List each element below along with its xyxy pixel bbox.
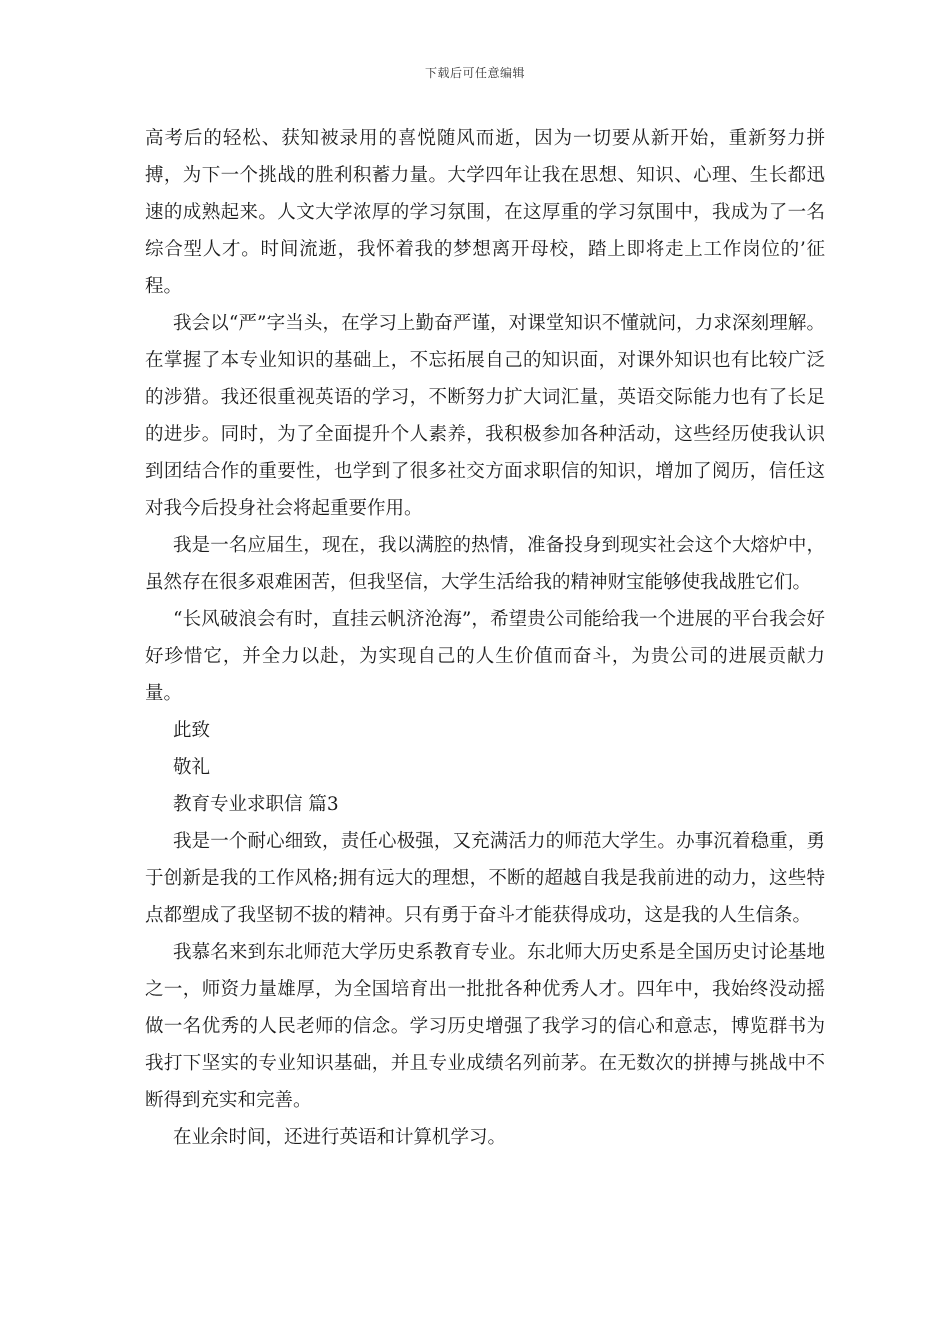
page-header-note: 下载后可任意编辑 (424, 66, 525, 80)
paragraph-6: 我慕名来到东北师范大学历史系教育专业。东北师大历史系是全国历史讨论基地之一，师资力量雄厚，为全国培育出一批批各种优秀人才。四年中，我始终没动摇做一名优秀的人民老师的信念。学习历史增强了我学习的信心和意志，博览群书为我打下坚实的专业知识基础，并且专业成绩名列前茅。在无数次的拼搏与挑战中不断得到充实和完善。 (145, 942, 825, 1111)
paragraph-1: 高考后的轻松、获知被录用的喜悦随风而逝，因为一切要从新开始，重新努力拼搏，为下一个挑战的胜利积蓄力量。大学四年让我在思想、知识、心理、生长都迅速的成熟起来。人文大学浓厚的学习氛围，在这厚重的学习氛围中，我成为了一名综合型人才。时间流逝，我怀着我的梦想离开母校，踏上即将走上工作岗位的’征程。 (145, 128, 825, 297)
paragraph-7: 在业余时间，还进行英语和计算机学习。 (173, 1127, 507, 1148)
section-title: 教育专业求职信 篇3 (173, 794, 339, 815)
paragraph-2: 我会以“严”字当头，在学习上勤奋严谨，对课堂知识不懂就问，力求深刻理解。在掌握了本专业知识的基础上，不忘拓展自己的知识面，对课外知识也有比较广泛的涉猎。我还很重视英语的学习，不断努力扩大词汇量，英语交际能力也有了长足的进步。同时，为了全面提升个人素养，我积极参加各种活动，这些经历使我认识到团结合作的重要性，也学到了很多社交方面求职信的知识，增加了阅历，信任这对我今后投身社会将起重要作用。 (145, 313, 825, 519)
paragraph-5: 我是一个耐心细致，责任心极强，又充满活力的师范大学生。办事沉着稳重，勇于创新是我的工作风格;拥有远大的理想，不断的超越自我是我前进的动力，这些特点都塑成了我坚韧不拔的精神。只有勇于奋斗才能获得成功，这是我的人生信条。 (145, 831, 825, 926)
paragraph-4: “长风破浪会有时，直挂云帆济沧海”，希望贵公司能给我一个进展的平台我会好好珍惜它，并全力以赴，为实现自己的人生价值而奋斗，为贵公司的进展贡献力量。 (145, 609, 825, 704)
closing-regards: 敬礼 (173, 757, 211, 778)
document-body (145, 120, 825, 1156)
paragraph-3: 我是一名应届生，现在，我以满腔的热情，准备投身到现实社会这个大熔炉中，虽然存在很多艰难困苦，但我坚信，大学生活给我的精神财宝能够使我战胜它们。 (145, 535, 825, 593)
closing-salutation: 此致 (173, 720, 211, 741)
